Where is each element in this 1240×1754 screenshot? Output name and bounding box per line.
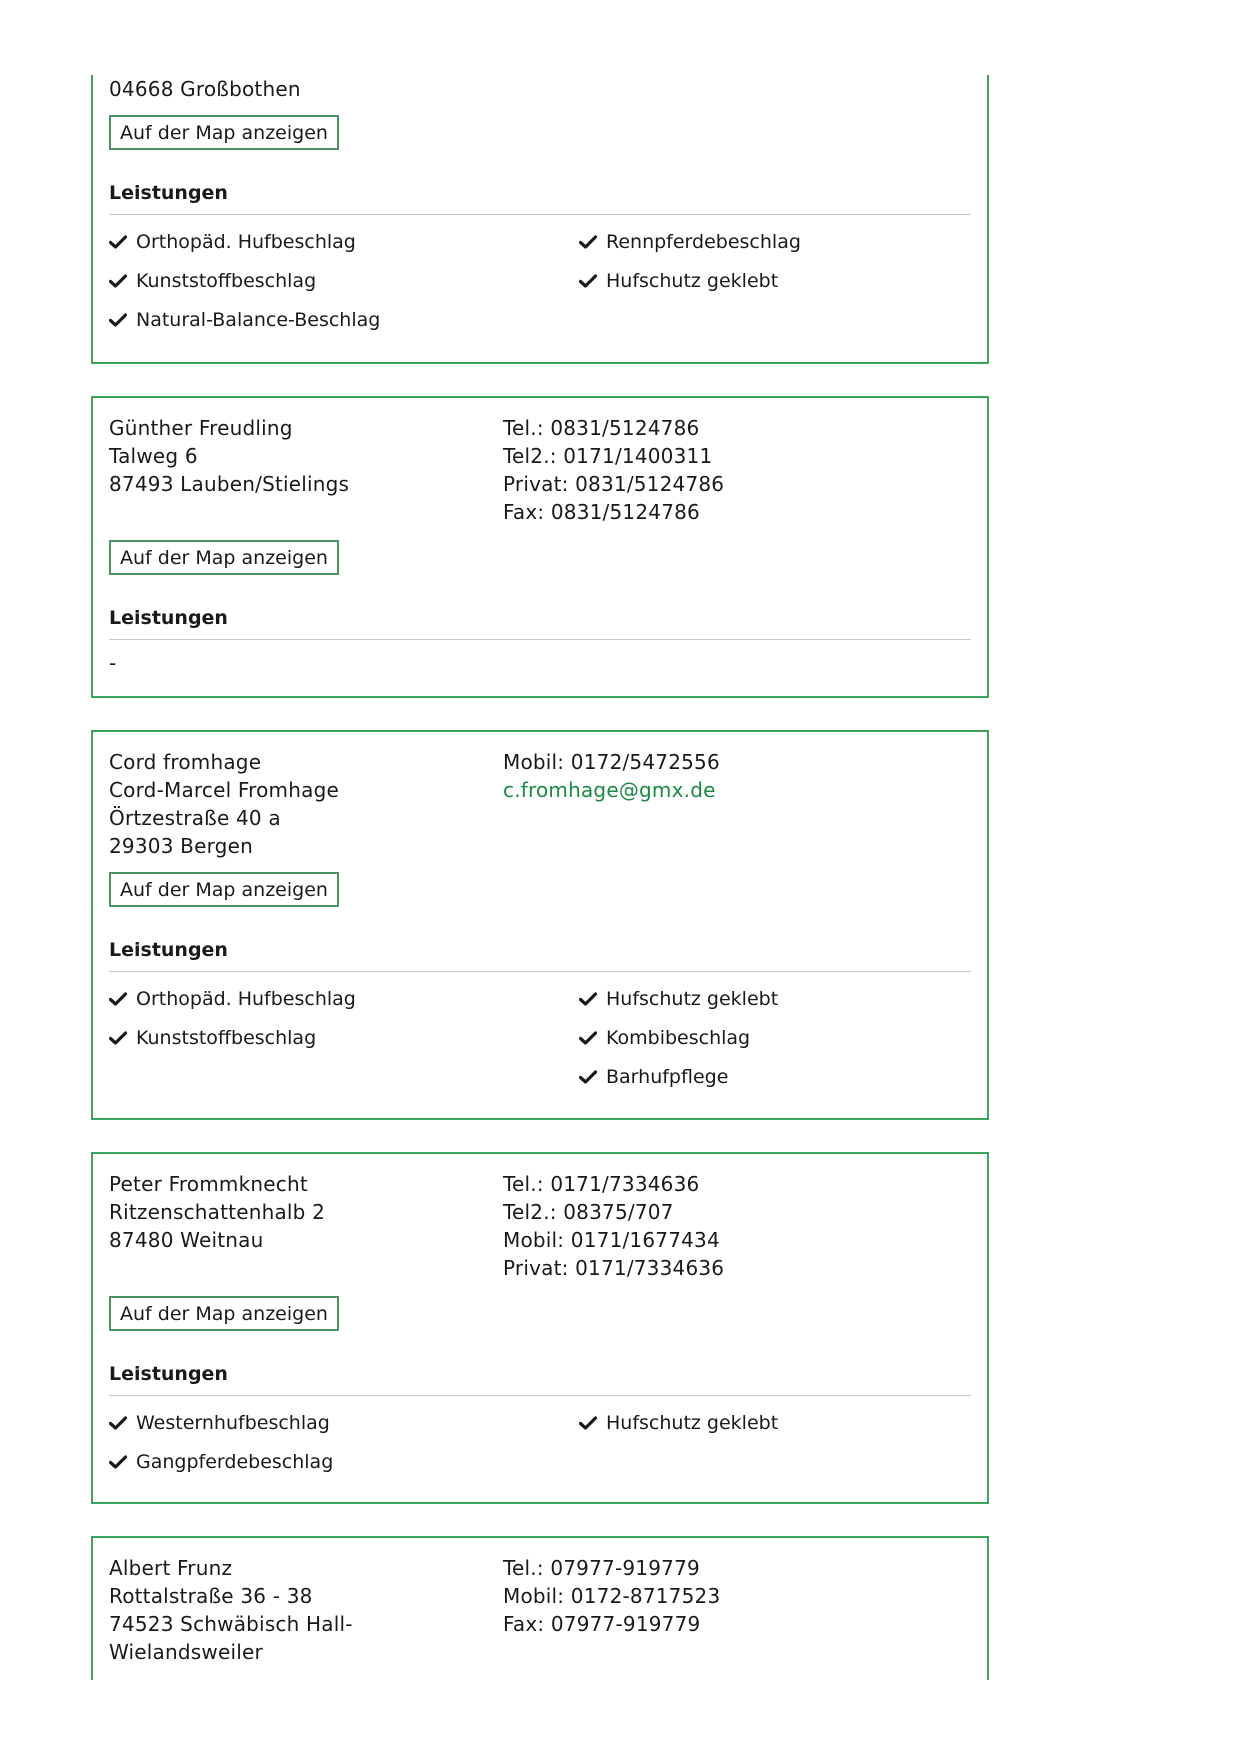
show-on-map-button[interactable]: Auf der Map anzeigen — [109, 540, 339, 575]
service-item: Westernhufbeschlag — [109, 1410, 579, 1436]
provider-name: Cord fromhage — [109, 750, 262, 774]
divider — [109, 1395, 971, 1396]
check-icon — [109, 313, 127, 327]
provider-card — [91, 396, 989, 698]
service-item: Natural-Balance-Beschlag — [109, 307, 579, 333]
address-line: 87493 Lauben/Stielings — [109, 472, 350, 496]
service-item: Kunststoffbeschlag — [109, 1025, 579, 1051]
phone-line: Tel.: 0831/5124786 — [503, 416, 700, 440]
fax-line: Fax: 0831/5124786 — [503, 500, 700, 524]
check-icon — [109, 1455, 127, 1469]
address-line: Rottalstraße 36 - 38 — [109, 1584, 313, 1608]
services-list — [109, 229, 971, 333]
service-item: Hufschutz geklebt — [579, 268, 971, 294]
service-item: Rennpferdebeschlag — [579, 229, 971, 255]
show-on-map-button[interactable]: Auf der Map anzeigen — [109, 872, 339, 907]
check-icon — [579, 1070, 597, 1084]
email-link[interactable]: c.fromhage@gmx.de — [503, 778, 716, 802]
service-item: Gangpferdebeschlag — [109, 1449, 579, 1475]
provider-card — [91, 1152, 989, 1504]
check-icon — [579, 274, 597, 288]
divider — [109, 214, 971, 215]
phone-line: Privat: 0171/7334636 — [503, 1256, 725, 1280]
service-item: Orthopäd. Hufbeschlag — [109, 229, 579, 255]
contact-block — [503, 1170, 971, 1282]
address-block — [109, 748, 503, 860]
phone-line: Privat: 0831/5124786 — [503, 472, 725, 496]
address-block — [109, 1170, 503, 1282]
services-heading: Leistungen — [109, 182, 228, 204]
address-line: Örtzestraße 40 a — [109, 806, 281, 830]
address-block — [109, 414, 503, 526]
address-line: Talweg 6 — [109, 444, 198, 468]
address-line: Cord-Marcel Fromhage — [109, 778, 339, 802]
check-icon — [109, 1416, 127, 1430]
contact-block — [503, 1554, 971, 1666]
contact-block — [503, 414, 971, 526]
provider-card — [91, 1536, 989, 1680]
divider — [109, 639, 971, 640]
address-line: 29303 Bergen — [109, 834, 253, 858]
service-spacer — [109, 1064, 579, 1090]
service-item: Hufschutz geklebt — [579, 1410, 971, 1436]
service-item: Orthopäd. Hufbeschlag — [109, 986, 579, 1012]
phone-line: Tel2.: 08375/707 — [503, 1200, 674, 1224]
phone-line: Tel.: 0171/7334636 — [503, 1172, 700, 1196]
check-icon — [109, 1031, 127, 1045]
check-icon — [579, 235, 597, 249]
check-icon — [579, 992, 597, 1006]
service-item: Kombibeschlag — [579, 1025, 971, 1051]
service-item: Hufschutz geklebt — [579, 986, 971, 1012]
address-line: 87480 Weitnau — [109, 1228, 264, 1252]
no-services-text: - — [109, 651, 117, 675]
services-heading: Leistungen — [109, 939, 228, 961]
check-icon — [579, 1416, 597, 1430]
services-heading: Leistungen — [109, 1363, 228, 1385]
check-icon — [109, 274, 127, 288]
phone-line: Tel2.: 0171/1400311 — [503, 444, 713, 468]
provider-name: Albert Frunz — [109, 1556, 233, 1580]
phone-line: Mobil: 0172-8717523 — [503, 1584, 721, 1608]
provider-card — [91, 730, 989, 1120]
check-icon — [109, 235, 127, 249]
provider-name: Peter Frommknecht — [109, 1172, 308, 1196]
service-item: Barhufpflege — [579, 1064, 971, 1090]
address-line: 04668 Großbothen — [109, 77, 301, 101]
address-line: Wielandsweiler — [109, 1640, 263, 1664]
services-list — [109, 986, 971, 1090]
fax-line: Fax: 07977-919779 — [503, 1612, 701, 1636]
phone-line: Tel.: 07977-919779 — [503, 1556, 700, 1580]
service-item: Kunststoffbeschlag — [109, 268, 579, 294]
phone-line: Mobil: 0172/5472556 — [503, 750, 720, 774]
services-heading: Leistungen — [109, 607, 228, 629]
address-line: Ritzenschattenhalb 2 — [109, 1200, 326, 1224]
check-icon — [109, 992, 127, 1006]
service-spacer — [579, 1449, 971, 1475]
divider — [109, 971, 971, 972]
services-list — [109, 1410, 971, 1475]
check-icon — [579, 1031, 597, 1045]
address-line: 74523 Schwäbisch Hall- — [109, 1612, 353, 1636]
provider-name: Günther Freudling — [109, 416, 293, 440]
show-on-map-button[interactable]: Auf der Map anzeigen — [109, 115, 339, 150]
address-block — [109, 1554, 503, 1666]
show-on-map-button[interactable]: Auf der Map anzeigen — [109, 1296, 339, 1331]
phone-line: Mobil: 0171/1677434 — [503, 1228, 720, 1252]
provider-card — [91, 75, 989, 364]
contact-block — [503, 748, 971, 860]
